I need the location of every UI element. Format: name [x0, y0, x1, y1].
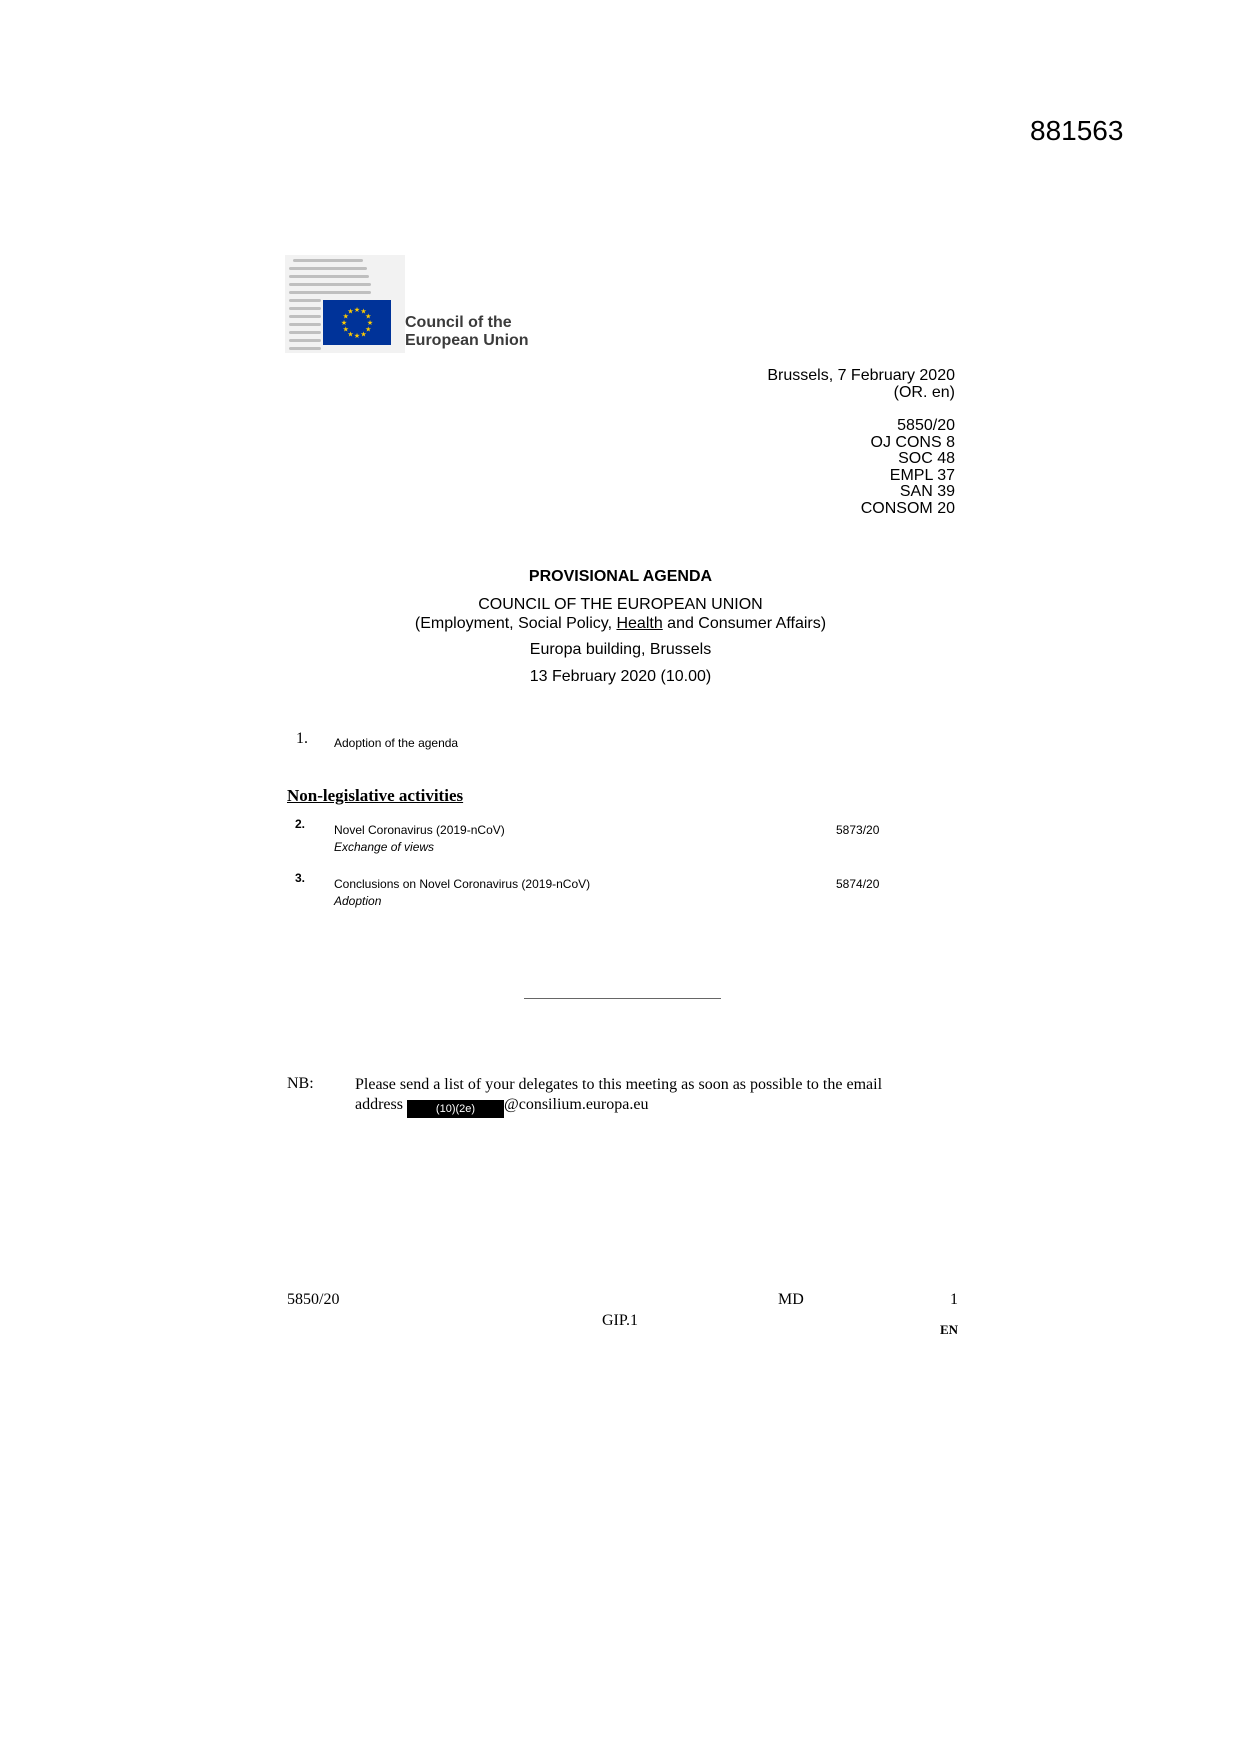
nb-label: NB:	[287, 1075, 314, 1092]
nb-email-domain: @consilium.europa.eu	[503, 1096, 649, 1113]
header-date-block	[767, 367, 955, 401]
council-name: COUNCIL OF THE EUROPEAN UNION	[478, 596, 763, 613]
item-2-title: Novel Coronavirus (2019-nCoV)	[334, 823, 505, 837]
item-2-number: 2.	[295, 817, 306, 831]
item-1-title: Adoption of the agenda	[334, 736, 459, 750]
original-language: (OR. en)	[893, 384, 955, 401]
logo-text	[405, 314, 529, 350]
place-date: Brussels, 7 February 2020	[767, 367, 955, 384]
reference-code: 5850/20	[897, 417, 955, 434]
footer-initials: MD	[778, 1291, 804, 1308]
eu-star-icon: ★	[347, 330, 354, 339]
reference-code: SOC 48	[898, 450, 955, 467]
item-3-number: 3.	[295, 871, 306, 885]
item-2-subtitle: Exchange of views	[334, 840, 435, 854]
reference-code: SAN 39	[899, 483, 955, 500]
redaction-box: (10)(2e)	[407, 1100, 504, 1118]
footer-department: GIP.1	[602, 1312, 639, 1329]
logo-line-2: European Union	[405, 332, 529, 349]
eu-star-icon: ★	[360, 330, 367, 339]
reference-code: CONSOM 20	[860, 499, 955, 517]
footer-language: EN	[940, 1322, 959, 1337]
footer-page-number: 1	[950, 1291, 958, 1308]
eu-star-icon: ★	[366, 319, 374, 327]
eu-star-icon: ★	[347, 307, 354, 316]
logo-line-1: Council of the	[405, 314, 512, 331]
reference-codes	[861, 418, 955, 517]
eu-flag-icon	[323, 300, 391, 345]
item-1-number: 1.	[296, 730, 308, 747]
eu-star-icon: ★	[342, 312, 349, 321]
item-2-doc-ref: 5873/20	[836, 823, 880, 837]
divider	[524, 998, 721, 999]
eu-star-icon: ★	[353, 306, 361, 314]
reference-code: EMPL 37	[889, 466, 955, 484]
footer-doc-ref: 5850/20	[287, 1291, 340, 1308]
formation-health: Health	[616, 615, 663, 632]
meeting-venue: Europa building, Brussels	[529, 641, 712, 658]
eu-star-icon: ★	[360, 307, 367, 316]
item-3-subtitle: Adoption	[334, 894, 382, 908]
meeting-date: 13 February 2020 (10.00)	[529, 668, 712, 685]
eu-star-icon: ★	[365, 325, 372, 334]
council-logo	[285, 255, 405, 353]
nb-text-before: Please send a list of your delegates to this meeting as soon as possible to the email address	[355, 1076, 883, 1113]
nb-text	[355, 1075, 915, 1118]
eu-star-icon: ★	[342, 325, 349, 334]
item-3-title: Conclusions on Novel Coronavirus (2019-nCoV)	[334, 877, 591, 891]
council-formation	[0, 615, 1241, 633]
eu-star-icon: ★	[353, 332, 361, 340]
document-number: 881563	[1030, 115, 1124, 146]
reference-code: OJ CONS 8	[870, 433, 955, 451]
item-3-doc-ref: 5874/20	[836, 877, 880, 891]
section-heading: Non-legislative activities	[287, 786, 464, 805]
eu-star-icon: ★	[365, 312, 372, 321]
formation-suffix: and Consumer Affairs)	[662, 615, 827, 632]
formation-prefix: (Employment, Social Policy,	[414, 615, 617, 632]
eu-star-icon: ★	[340, 319, 348, 327]
agenda-title: PROVISIONAL AGENDA	[528, 568, 713, 585]
